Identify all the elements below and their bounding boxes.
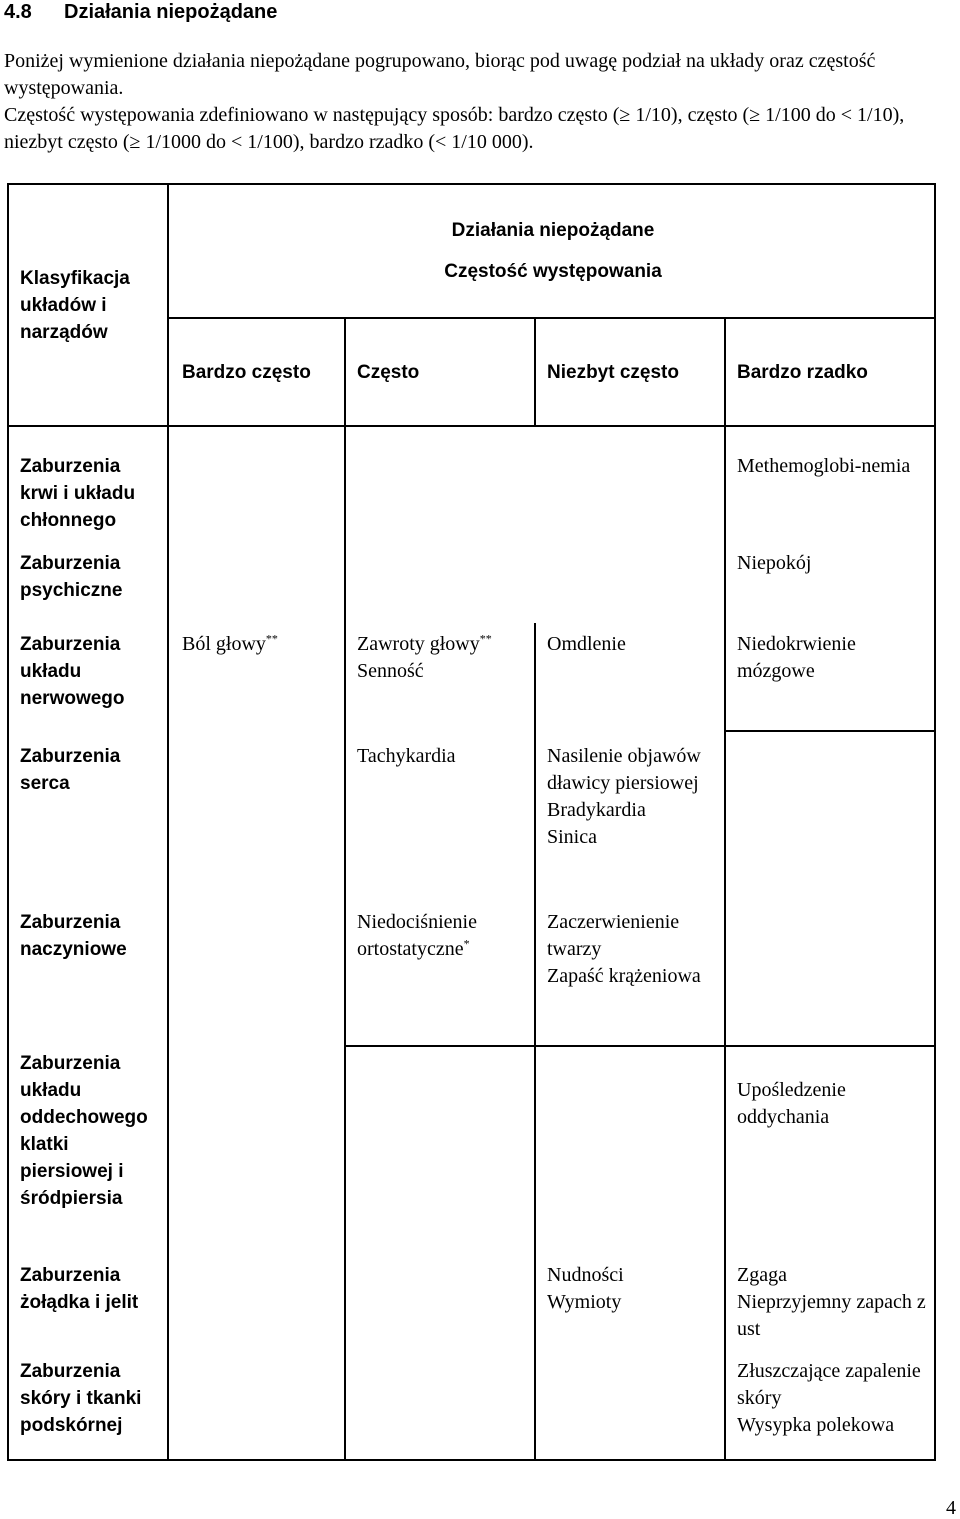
header-freq-very-rare: Bardzo rzadko: [725, 318, 935, 426]
row-cell: Niepokój: [725, 542, 935, 623]
row-cell: [535, 1234, 725, 1352]
adverse-effects-table: [7, 183, 936, 1461]
cell-text: Niedociśnienie ortostatyczne: [357, 911, 477, 960]
row-cell: [535, 426, 725, 542]
footnote-mark: **: [479, 631, 492, 646]
row-system: Zaburzenia serca: [8, 731, 168, 885]
header-freq-uncommon: Niezbyt często: [535, 318, 725, 426]
row-cell: [725, 731, 935, 885]
row-cell: [535, 1352, 725, 1460]
row-cell: Niedokrwienie mózgowe: [725, 623, 935, 731]
row-cell: [345, 885, 535, 1046]
table-row: [8, 1234, 935, 1352]
row-cell: [168, 885, 345, 1046]
intro-paragraph-2: Częstość występowania zdefiniowano w następujący sposób: bardzo często (≥ 1/10), często (≥ 1/100 do < 1/10), niezbyt często (≥ 1/1000 do < 1/100), bardzo rzadko (< 1/10 000).: [4, 104, 905, 153]
row-cell: Omdlenie: [535, 623, 725, 731]
table-row: [8, 731, 935, 885]
cell-text: Wymioty: [547, 1291, 622, 1313]
row-cell: [345, 1046, 535, 1234]
cell-text: Zgaga: [737, 1264, 787, 1286]
cell-text: Nasilenie objawów dławicy piersiowej: [547, 745, 701, 794]
row-cell: [168, 1046, 345, 1234]
row-cell: [168, 426, 345, 542]
section-title: Działania niepożądane: [64, 1, 278, 23]
row-cell: Upośledzenie oddychania: [725, 1046, 935, 1234]
table-row: [8, 1352, 935, 1460]
page-number: 4: [946, 1497, 956, 1519]
table-row: [8, 426, 935, 542]
row-cell: [168, 1234, 345, 1352]
row-system: Zaburzenia układu oddechowego klatki piersiowej i śródpiersia: [8, 1046, 168, 1234]
row-cell: [345, 623, 535, 731]
row-system: Zaburzenia żołądka i jelit: [8, 1234, 168, 1352]
row-cell: [725, 1352, 935, 1460]
row-system: Zaburzenia psychiczne: [8, 542, 168, 623]
row-cell: [168, 623, 345, 731]
row-cell: [725, 1234, 935, 1352]
row-cell: Tachykardia: [345, 731, 535, 885]
intro-text: [4, 48, 949, 156]
row-system: Zaburzenia naczyniowe: [8, 885, 168, 1046]
row-system: Zaburzenia skóry i tkanki podskórnej: [8, 1352, 168, 1460]
row-cell: [535, 1046, 725, 1234]
row-cell: [345, 1352, 535, 1460]
table-row: [8, 623, 935, 731]
cell-text: Nudności: [547, 1264, 624, 1286]
row-cell: [168, 731, 345, 885]
row-cell: [168, 542, 345, 623]
header-freq-very-common: Bardzo często: [168, 318, 345, 426]
row-system: Zaburzenia krwi i układu chłonnego: [8, 426, 168, 542]
row-cell: [535, 542, 725, 623]
section-number: 4.8: [4, 1, 32, 23]
header-title: Działania niepożądane: [451, 220, 655, 241]
row-cell: [535, 885, 725, 1046]
row-cell: [535, 731, 725, 885]
row-cell: [345, 426, 535, 542]
cell-text: Nieprzyjemny zapach z ust: [737, 1291, 926, 1340]
intro-paragraph-1: Poniżej wymienione działania niepożądane pogrupowano, biorąc pod uwagę podział na układy oraz częstość występowania.: [4, 50, 876, 99]
cell-text: Złuszczające zapalenie skóry: [737, 1360, 921, 1409]
header-subtitle: Częstość występowania: [444, 261, 662, 282]
cell-text: Zaczerwienienie twarzy: [547, 911, 680, 960]
row-system: Zaburzenia układu nerwowego: [8, 623, 168, 731]
row-cell: Methemoglobi-nemia: [725, 426, 935, 542]
cell-text: Zawroty głowy: [357, 633, 480, 655]
section-heading: [4, 0, 277, 24]
footnote-mark: **: [265, 631, 278, 646]
cell-text: Wysypka polekowa: [737, 1414, 895, 1436]
row-cell: [345, 542, 535, 623]
cell-text: Ból głowy: [182, 633, 266, 655]
table-row: [8, 542, 935, 623]
row-cell: [168, 1352, 345, 1460]
header-title-cell: [168, 184, 935, 318]
cell-text: Senność: [357, 660, 424, 682]
cell-text: Zapaść krążeniowa: [547, 965, 701, 987]
cell-text: Bradykardia: [547, 799, 646, 821]
header-freq-common: Często: [345, 318, 535, 426]
row-cell: [725, 885, 935, 1046]
table-row: [8, 885, 935, 1046]
table-row: [8, 1046, 935, 1234]
header-classification: Klasyfikacja układów i narządów: [8, 184, 168, 426]
row-cell: [345, 1234, 535, 1352]
cell-text: Sinica: [547, 826, 597, 848]
footnote-mark: *: [463, 936, 470, 951]
